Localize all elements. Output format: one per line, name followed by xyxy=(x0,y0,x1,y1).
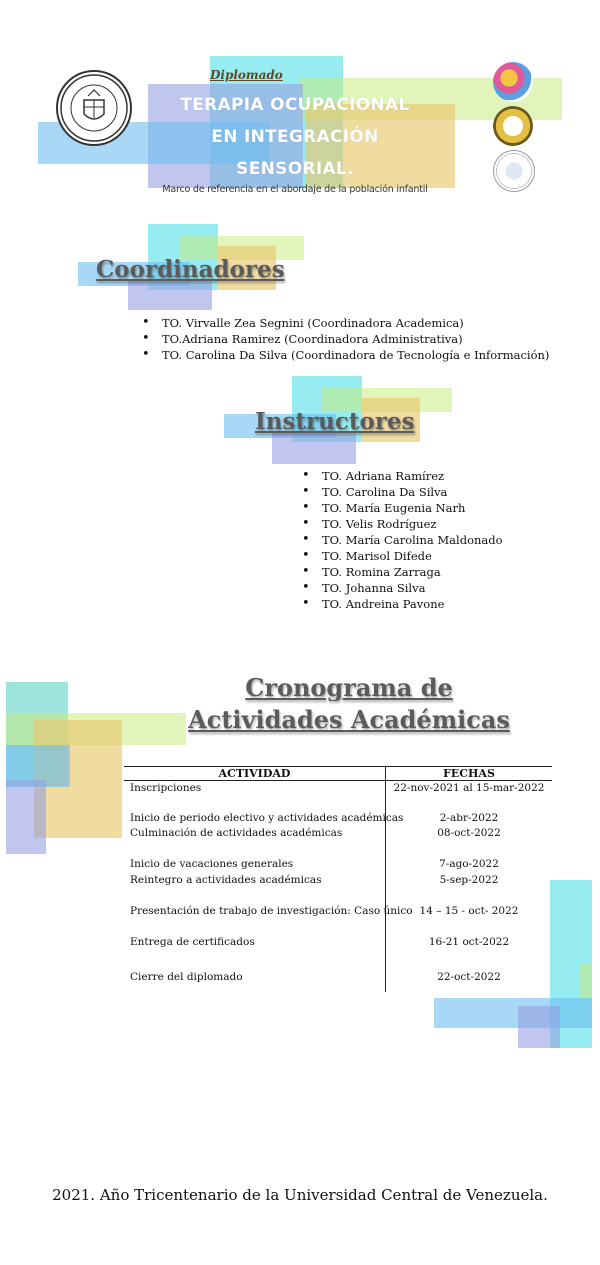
dates-cell: 7-ago-2022 xyxy=(439,858,499,870)
list-item: • TO.Adriana Ramirez (Coordinadora Administrativa) xyxy=(140,331,549,347)
circle-emblem-logo-icon xyxy=(493,150,535,192)
cronograma-title-line-1: Cronograma de xyxy=(245,673,453,702)
activity-cell: Entrega de certificados xyxy=(130,936,255,948)
activity-column-header: ACTIVIDAD xyxy=(218,767,291,780)
activity-cell: Cierre del diplomado xyxy=(130,971,243,983)
dates-cell: 2-abr-2022 xyxy=(439,812,499,824)
dates-cell: 14 – 15 - oct- 2022 xyxy=(419,905,519,917)
cronograma-table xyxy=(124,766,552,992)
list-item: • TO. Johanna Silva xyxy=(300,580,503,596)
cronograma-title-line-2: Actividades Académicas xyxy=(188,705,510,734)
main-title-line-3: SENSORIAL. xyxy=(236,159,354,179)
lamp-emblem-logo-icon xyxy=(493,106,533,146)
dates-cell: 22-nov-2021 al 15-mar-2022 xyxy=(393,782,545,794)
list-item: • TO. María Carolina Maldonado xyxy=(300,532,503,548)
activity-cell: Inscripciones xyxy=(130,782,202,794)
dates-cell: 22-oct-2022 xyxy=(437,971,501,983)
list-item: • TO. Velis Rodríguez xyxy=(300,516,503,532)
list-item: • TO. Carolina Da Silva (Coordinadora de Tecnología e Información) xyxy=(140,347,549,363)
list-item: • TO. María Eugenia Narh xyxy=(300,500,503,516)
instructores-title: Instructores xyxy=(255,408,415,435)
instructores-list xyxy=(300,468,503,612)
dates-cell: 16-21 oct-2022 xyxy=(428,936,510,948)
list-item: • TO. Adriana Ramírez xyxy=(300,468,503,484)
footer-text: 2021. Año Tricentenario de la Universidad Central de Venezuela. xyxy=(52,1186,548,1204)
dates-cell: 08-oct-2022 xyxy=(437,827,501,839)
list-item: • TO. Romina Zarraga xyxy=(300,564,503,580)
main-title-line-2: EN INTEGRACIÓN xyxy=(211,127,379,147)
list-item: • TO. Andreina Pavone xyxy=(300,596,503,612)
activity-cell: Presentación de trabajo de investigación: Caso único xyxy=(130,905,413,917)
activity-cell: Reintegro a actividades académicas xyxy=(130,874,322,886)
list-item: • TO. Marisol Difede xyxy=(300,548,503,564)
coordinadores-list xyxy=(140,315,549,363)
activity-cell: Culminación de actividades académicas xyxy=(130,827,343,839)
list-item: • TO. Virvalle Zea Segnini (Coordinadora Academica) xyxy=(140,315,549,331)
handprint-logo-icon xyxy=(493,62,533,102)
activity-cell: Inicio de vacaciones generales xyxy=(130,858,294,870)
header-subtitle: Marco de referencia en el abordaje de la población infantil xyxy=(162,184,428,195)
list-item: • TO. Carolina Da Silva xyxy=(300,484,503,500)
activity-cell: Inicio de periodo electivo y actividades académicas xyxy=(130,812,404,824)
university-seal-icon xyxy=(56,70,132,146)
dates-column-header: FECHAS xyxy=(443,767,495,780)
main-title-line-1: TERAPIA OCUPACIONAL xyxy=(180,95,410,115)
coordinadores-title: Coordinadores xyxy=(96,256,285,283)
diplomado-label: Diplomado xyxy=(210,68,283,82)
dates-cell: 5-sep-2022 xyxy=(439,874,499,886)
header-block xyxy=(150,68,440,195)
